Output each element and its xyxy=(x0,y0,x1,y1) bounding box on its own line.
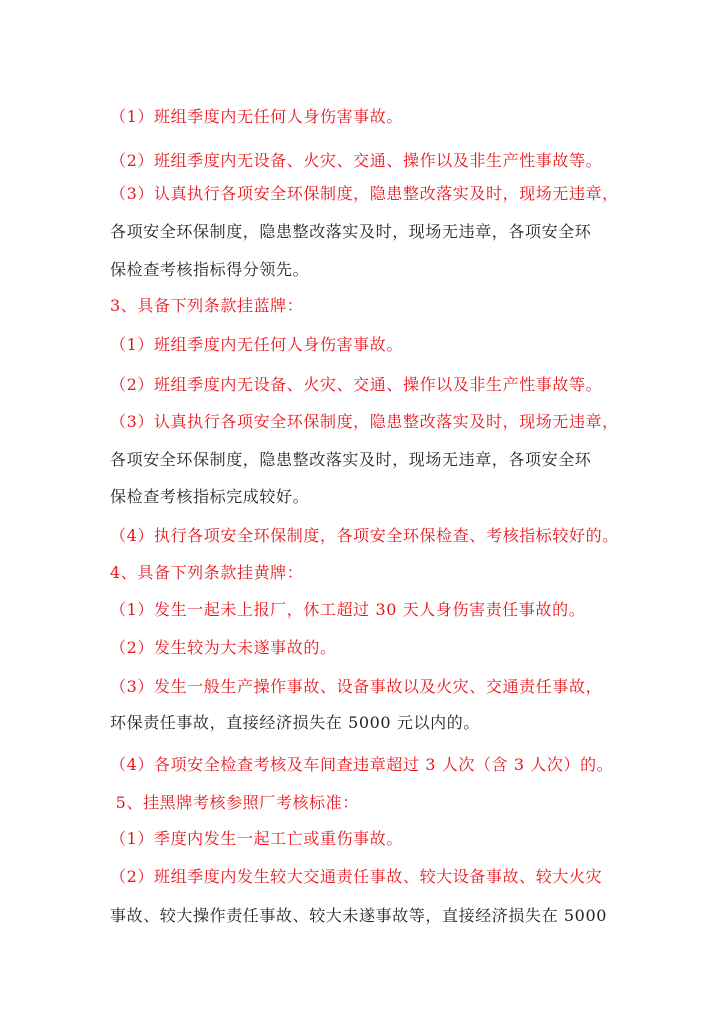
blue-item-4: （4）执行各项安全环保制度，各项安全环保检查、考核指标较好的。 xyxy=(110,526,619,545)
item-2-no-accidents: （2）班组季度内无设备、火灾、交通、操作以及非生产性事故等。 xyxy=(110,151,603,170)
yellow-item-3-continued: 环保责任事故，直接经济损失在 5000 元以内的。 xyxy=(110,713,480,732)
item-3-continued: 各项安全环保制度，隐患整改落实及时，现场无违章，各项安全环 xyxy=(110,222,592,241)
yellow-item-2: （2）发生较为大未遂事故的。 xyxy=(110,638,337,657)
black-item-2: （2）班组季度内发生较大交通责任事故、较大设备事故、较大火灾 xyxy=(110,867,603,886)
yellow-item-4: （4）各项安全检查考核及车间查违章超过 3 人次（含 3 人次）的。 xyxy=(110,755,614,774)
heading-yellow-card: 4、具备下列条款挂黄牌： xyxy=(110,563,304,582)
item-3-safety-system: （3）认真执行各项安全环保制度，隐患整改落实及时，现场无违章， xyxy=(110,184,619,203)
yellow-item-1: （1）发生一起未上报厂，休工超过 30 天人身伤害责任事故的。 xyxy=(110,600,586,619)
blue-item-1: （1）班组季度内无任何人身伤害事故。 xyxy=(110,335,403,354)
black-item-1: （1）季度内发生一起工亡或重伤事故。 xyxy=(110,829,403,848)
item-3-end: 保检查考核指标得分领先。 xyxy=(110,260,310,279)
heading-blue-card: 3、具备下列条款挂蓝牌： xyxy=(110,296,304,315)
blue-item-3: （3）认真执行各项安全环保制度，隐患整改落实及时，现场无违章， xyxy=(110,412,619,431)
blue-item-3-end: 保检查考核指标完成较好。 xyxy=(110,487,310,506)
blue-item-2: （2）班组季度内无设备、火灾、交通、操作以及非生产性事故等。 xyxy=(110,375,603,394)
blue-item-3-continued: 各项安全环保制度，隐患整改落实及时，现场无违章，各项安全环 xyxy=(110,450,592,469)
yellow-item-3: （3）发生一般生产操作事故、设备事故以及火灾、交通责任事故， xyxy=(110,677,603,696)
black-item-2-continued: 事故、较大操作责任事故、较大未遂事故等，直接经济损失在 5000 xyxy=(110,906,608,925)
heading-black-card: 5、挂黑牌考核参照厂考核标准： xyxy=(110,793,359,812)
item-1-no-injury: （1）班组季度内无任何人身伤害事故。 xyxy=(110,107,403,126)
